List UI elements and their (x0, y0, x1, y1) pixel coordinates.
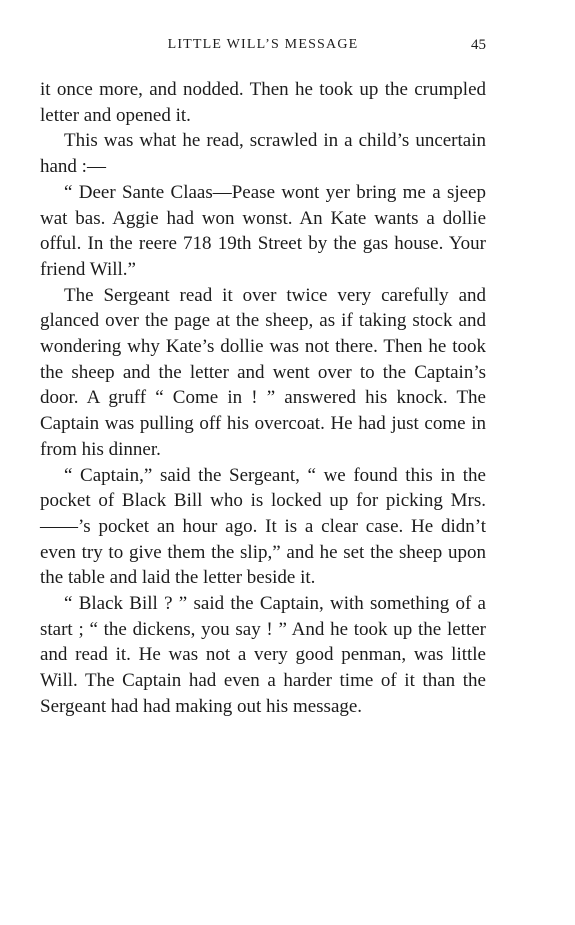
paragraph: The Sergeant read it over twice very carefully and glanced over the page at the sheep, as if taking stock and wondering why Kate’s dollie was not there. Then he took the sheep and the letter and went over to the Captain’s door. A gruff “ Come in ! ” answered his knock. The Captain was pulling off his overcoat. He had just come in from his dinner. (40, 284, 486, 460)
paragraph: “ Black Bill ? ” said the Captain, with something of a start ; “ the dickens, you say ! ” And he took up the letter and read it. He was not a very good penman, was little Will. The Captain had even a harder time of it than the Sergeant had had making out his message. (40, 593, 486, 717)
body-text (40, 77, 486, 720)
paragraph: This was what he read, scrawled in a child’s uncertain hand :— (40, 130, 486, 178)
running-title: LITTLE WILL’S MESSAGE (167, 37, 359, 52)
paragraph: “ Captain,” said the Sergeant, “ we found this in the pocket of Black Bill who is locked up for picking Mrs. ——’s pocket an hour ago. It is a clear case. He didn’t even try to give them the slip,” and he set the sheep upon the table and laid the letter beside it. (40, 464, 486, 589)
paragraph: “ Deer Sante Claas—Pease wont yer bring me a sjeep wat bas. Aggie had won wonst. An Kate wants a dollie offul. In the reere 718 19th Street by the gas house. Your friend Will.” (40, 181, 486, 280)
paragraph: it once more, and nodded. Then he took up the crumpled letter and opened it. (40, 79, 486, 126)
running-head (40, 37, 486, 59)
page-number: 45 (471, 37, 486, 53)
